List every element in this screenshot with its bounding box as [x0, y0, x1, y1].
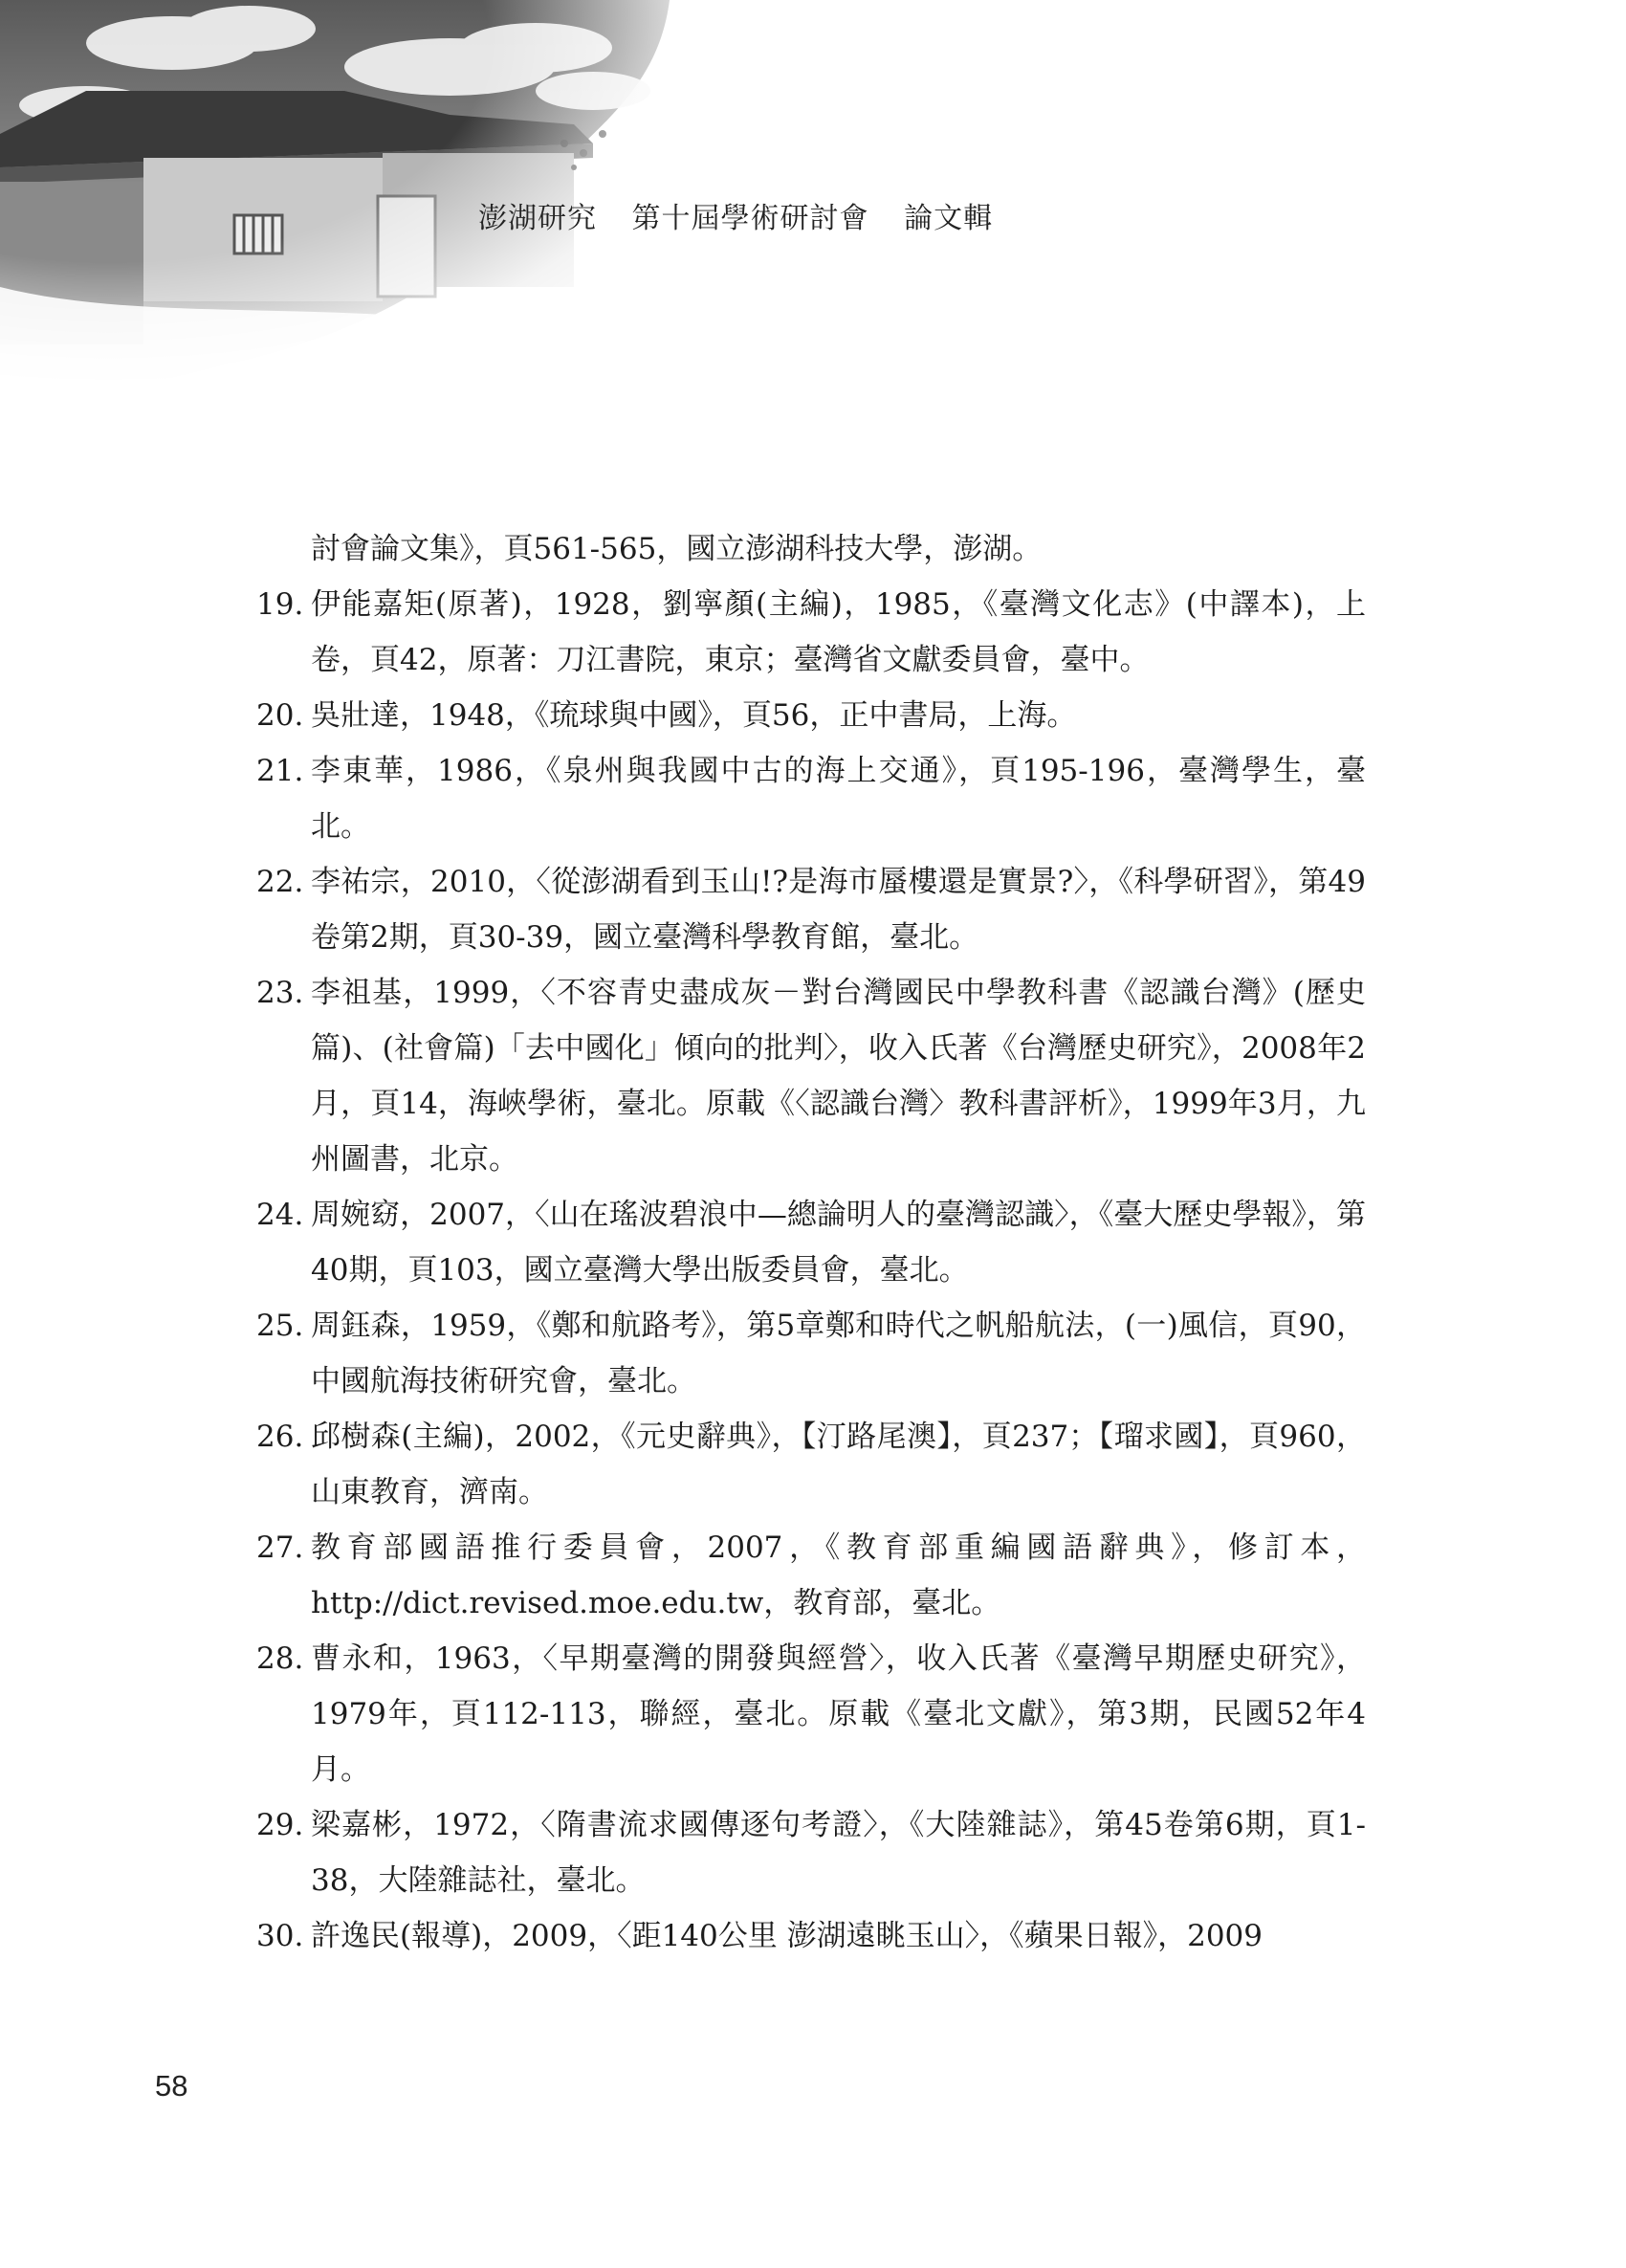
- reference-number: 29.: [256, 1808, 304, 1842]
- reference-item: [256, 1908, 1366, 1964]
- reference-number: 28.: [256, 1641, 304, 1676]
- page-number: 58: [155, 2069, 188, 2103]
- reference-item: [256, 1520, 1366, 1631]
- reference-number: 23.: [256, 976, 304, 1010]
- reference-number: 26.: [256, 1420, 304, 1454]
- reference-text: 討會論文集》，頁561-565，國立澎湖科技大學，澎湖。: [311, 532, 1043, 566]
- reference-item: [256, 854, 1366, 965]
- reference-item: [256, 1409, 1366, 1520]
- header-journal: 澎湖研究: [478, 202, 597, 235]
- reference-text: 伊能嘉矩(原著)，1928，劉寧顏(主編)，1985，《臺灣文化志》(中譯本)，上卷，頁42，原著：刀江書院，東京；臺灣省文獻委員會，臺中。: [311, 587, 1366, 677]
- reference-number: 30.: [256, 1919, 304, 1953]
- reference-text: 邱樹森(主編)，2002，《元史辭典》，【汀路尾澳】，頁237；【瑠求國】，頁960，山東教育，濟南。: [311, 1420, 1366, 1509]
- reference-number: 19.: [256, 587, 304, 622]
- reference-text: 李東華，1986，《泉州與我國中古的海上交通》，頁195-196，臺灣學生，臺北。: [311, 754, 1366, 844]
- reference-continuation: [256, 521, 1366, 577]
- reference-number: 20.: [256, 698, 304, 733]
- reference-item: [256, 577, 1366, 688]
- reference-text: 李祐宗，2010，〈從澎湖看到玉山!?是海市蜃樓還是實景?〉，《科學研習》，第49卷第2期，頁30-39，國立臺灣科學教育館，臺北。: [311, 865, 1366, 955]
- header-conference: 第十屆學術研討會: [631, 202, 869, 235]
- reference-item: [256, 965, 1366, 1187]
- reference-item: [256, 1631, 1366, 1797]
- reference-number: 21.: [256, 754, 304, 788]
- reference-number: 25.: [256, 1309, 304, 1343]
- reference-item: [256, 688, 1366, 743]
- reference-item: [256, 743, 1366, 854]
- reference-text: 周婉窈，2007，〈山在瑤波碧浪中—總論明人的臺灣認識〉，《臺大歷史學報》，第40期，頁103，國立臺灣大學出版委員會，臺北。: [311, 1198, 1366, 1288]
- reference-text: 曹永和，1963，〈早期臺灣的開發與經營〉，收入氏著《臺灣早期歷史研究》，1979年，頁112-113，聯經，臺北。原載《臺北文獻》，第3期，民國52年4月。: [311, 1641, 1366, 1787]
- reference-text: 李祖基，1999，〈不容青史盡成灰－對台灣國民中學教科書《認識台灣》(歷史篇)、(社會篇)「去中國化」傾向的批判〉，收入氏著《台灣歷史研究》，2008年2月，頁14，海峽學術，臺北。原載《〈認識台灣〉教科書評析》，1999年3月，九州圖書，北京。: [311, 976, 1366, 1177]
- reference-number: 24.: [256, 1198, 304, 1232]
- reference-number: 22.: [256, 865, 304, 899]
- reference-number: 27.: [256, 1530, 304, 1565]
- reference-item: [256, 1797, 1366, 1908]
- reference-list: [256, 521, 1366, 1964]
- reference-item: [256, 1298, 1366, 1409]
- reference-text: 許逸民(報導)，2009，〈距140公里 澎湖遠眺玉山〉，《蘋果日報》，2009: [311, 1919, 1263, 1953]
- reference-text: 吳壯達，1948，《琉球與中國》，頁56，正中書局，上海。: [311, 698, 1077, 733]
- running-header: [478, 194, 1018, 236]
- header-collection: 論文輯: [904, 202, 994, 235]
- reference-text: 梁嘉彬，1972，〈隋書流求國傳逐句考證〉，《大陸雜誌》，第45卷第6期，頁1-38，大陸雜誌社，臺北。: [311, 1808, 1366, 1898]
- reference-text: 周鈺森，1959，《鄭和航路考》，第5章鄭和時代之帆船航法，(一)風信，頁90，中國航海技術研究會，臺北。: [311, 1309, 1366, 1398]
- reference-text: 教育部國語推行委員會，2007，《教育部重編國語辭典》，修訂本，http://dict.revised.moe.edu.tw，教育部，臺北。: [311, 1530, 1366, 1620]
- reference-item: [256, 1187, 1366, 1298]
